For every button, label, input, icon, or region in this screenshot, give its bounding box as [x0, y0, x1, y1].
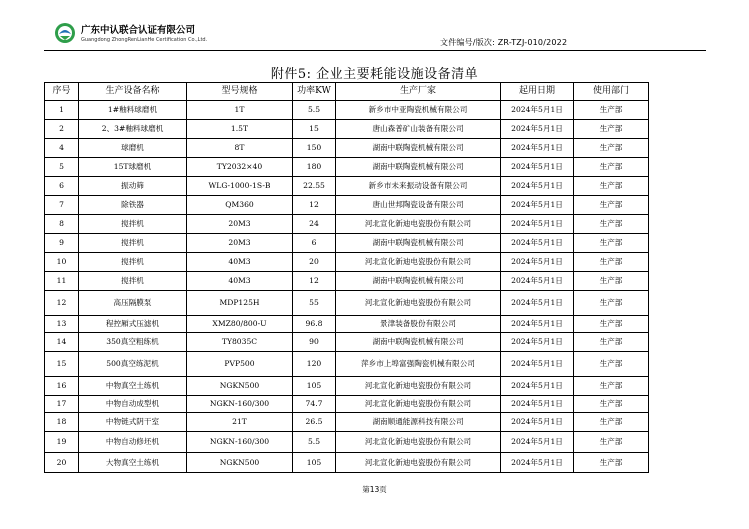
header-equipment-name: 生产设备名称 — [79, 83, 187, 101]
table-row — [45, 272, 649, 291]
cell-power: 74.7 — [293, 396, 336, 413]
cell-index: 4 — [45, 139, 79, 158]
cell-power: 6 — [293, 234, 336, 253]
cell-index: 16 — [45, 377, 79, 396]
equipment-table — [44, 82, 649, 473]
table-row — [45, 158, 649, 177]
cell-manufacturer: 河北宣化新迪电瓷股份有限公司 — [336, 432, 501, 453]
cell-department: 生产部 — [574, 139, 649, 158]
table-row — [45, 432, 649, 453]
cell-equipment-name: 除铁器 — [79, 196, 187, 215]
cell-power: 150 — [293, 139, 336, 158]
cell-model: 20M3 — [187, 215, 293, 234]
cell-model: TY2032×40 — [187, 158, 293, 177]
cell-start-date: 2024年5月1日 — [501, 432, 574, 453]
cell-model: MDP125H — [187, 291, 293, 316]
cell-index: 2 — [45, 120, 79, 139]
cell-model: PVP500 — [187, 352, 293, 377]
cell-manufacturer: 河北宣化新迪电瓷股份有限公司 — [336, 253, 501, 272]
cell-model: NGKN500 — [187, 377, 293, 396]
cell-department: 生产部 — [574, 453, 649, 473]
table-row — [45, 377, 649, 396]
cell-equipment-name: 中物自动成型机 — [79, 396, 187, 413]
cell-power: 12 — [293, 196, 336, 215]
cell-model: 1T — [187, 101, 293, 120]
cell-equipment-name: 搅拌机 — [79, 253, 187, 272]
cell-manufacturer: 湖南中联陶瓷机械有限公司 — [336, 158, 501, 177]
cell-power: 12 — [293, 272, 336, 291]
cell-model: NGKN-160/300 — [187, 432, 293, 453]
cell-index: 11 — [45, 272, 79, 291]
cell-department: 生产部 — [574, 196, 649, 215]
cell-start-date: 2024年5月1日 — [501, 291, 574, 316]
page-number: 第13页 — [362, 485, 387, 494]
cell-department: 生产部 — [574, 352, 649, 377]
cell-index: 1 — [45, 101, 79, 120]
cell-manufacturer: 湖南中联陶瓷机械有限公司 — [336, 234, 501, 253]
cell-power: 90 — [293, 333, 336, 352]
cell-index: 8 — [45, 215, 79, 234]
cell-model: 20M3 — [187, 234, 293, 253]
cell-equipment-name: 振动筛 — [79, 177, 187, 196]
cell-start-date: 2024年5月1日 — [501, 253, 574, 272]
company-name-en: Guangdong ZhongRenLianHe Certification Co.,Ltd. — [81, 37, 208, 43]
cell-department: 生产部 — [574, 413, 649, 432]
cell-department: 生产部 — [574, 396, 649, 413]
cell-start-date: 2024年5月1日 — [501, 453, 574, 473]
cell-power: 180 — [293, 158, 336, 177]
cell-department: 生产部 — [574, 432, 649, 453]
cell-manufacturer: 景津装备股份有限公司 — [336, 316, 501, 333]
file-number: 文件编号/版次: ZR-TZJ-010/2022 — [440, 38, 568, 47]
cell-index: 18 — [45, 413, 79, 432]
cell-department: 生产部 — [574, 101, 649, 120]
table-row — [45, 453, 649, 473]
cell-power: 20 — [293, 253, 336, 272]
table-row — [45, 253, 649, 272]
cell-equipment-name: 搅拌机 — [79, 215, 187, 234]
table-header-row — [45, 83, 649, 101]
cell-start-date: 2024年5月1日 — [501, 413, 574, 432]
cell-index: 14 — [45, 333, 79, 352]
cell-power: 5.5 — [293, 101, 336, 120]
cell-start-date: 2024年5月1日 — [501, 215, 574, 234]
cell-manufacturer: 湖南中联陶瓷机械有限公司 — [336, 333, 501, 352]
cell-power: 96.8 — [293, 316, 336, 333]
cell-power: 15 — [293, 120, 336, 139]
table-row — [45, 413, 649, 432]
cell-manufacturer: 河北宣化新迪电瓷股份有限公司 — [336, 396, 501, 413]
cell-index: 10 — [45, 253, 79, 272]
header-manufacturer: 生产厂家 — [336, 83, 501, 101]
cell-equipment-name: 中物真空土练机 — [79, 377, 187, 396]
cell-start-date: 2024年5月1日 — [501, 352, 574, 377]
cell-manufacturer: 唐山森普矿山装备有限公司 — [336, 120, 501, 139]
cell-department: 生产部 — [574, 272, 649, 291]
cell-index: 7 — [45, 196, 79, 215]
cell-model: NGKN500 — [187, 453, 293, 473]
cell-manufacturer: 河北宣化新迪电瓷股份有限公司 — [336, 453, 501, 473]
cell-power: 105 — [293, 377, 336, 396]
cell-model: WLG-1000-1S-B — [187, 177, 293, 196]
cell-start-date: 2024年5月1日 — [501, 396, 574, 413]
cell-manufacturer: 湖南中联陶瓷机械有限公司 — [336, 139, 501, 158]
header-index: 序号 — [45, 83, 79, 101]
cell-index: 9 — [45, 234, 79, 253]
cell-index: 19 — [45, 432, 79, 453]
table-row — [45, 196, 649, 215]
table-row — [45, 177, 649, 196]
cell-model: NGKN-160/300 — [187, 396, 293, 413]
cell-equipment-name: 搅拌机 — [79, 234, 187, 253]
cell-model: 8T — [187, 139, 293, 158]
cell-department: 生产部 — [574, 377, 649, 396]
cell-power: 24 — [293, 215, 336, 234]
cell-start-date: 2024年5月1日 — [501, 120, 574, 139]
cell-equipment-name: 350真空粗练机 — [79, 333, 187, 352]
table-row — [45, 120, 649, 139]
cell-manufacturer: 河北宣化新迪电瓷股份有限公司 — [336, 291, 501, 316]
cell-start-date: 2024年5月1日 — [501, 377, 574, 396]
cell-equipment-name: 15T球磨机 — [79, 158, 187, 177]
cell-power: 120 — [293, 352, 336, 377]
cell-index: 6 — [45, 177, 79, 196]
cell-manufacturer: 唐山世邦陶瓷设备有限公司 — [336, 196, 501, 215]
cell-equipment-name: 中物链式阴干室 — [79, 413, 187, 432]
cell-manufacturer: 河北宣化新迪电瓷股份有限公司 — [336, 377, 501, 396]
cell-power: 5.5 — [293, 432, 336, 453]
header-divider — [44, 50, 706, 51]
table-row — [45, 234, 649, 253]
cell-index: 17 — [45, 396, 79, 413]
cell-manufacturer: 新乡市未来振动设备有限公司 — [336, 177, 501, 196]
header-start-date: 起用日期 — [501, 83, 574, 101]
cell-model: TY8035C — [187, 333, 293, 352]
cell-start-date: 2024年5月1日 — [501, 316, 574, 333]
cell-equipment-name: 中物自动修坯机 — [79, 432, 187, 453]
cell-equipment-name: 程控厢式压滤机 — [79, 316, 187, 333]
table-row — [45, 215, 649, 234]
table-row — [45, 352, 649, 377]
cell-model: 40M3 — [187, 253, 293, 272]
cell-manufacturer: 河北宣化新迪电瓷股份有限公司 — [336, 215, 501, 234]
cell-model: XMZ80/800-U — [187, 316, 293, 333]
cell-start-date: 2024年5月1日 — [501, 158, 574, 177]
cell-equipment-name: 500真空练泥机 — [79, 352, 187, 377]
cell-start-date: 2024年5月1日 — [501, 272, 574, 291]
header-power: 功率KW — [293, 83, 336, 101]
cell-index: 20 — [45, 453, 79, 473]
cell-manufacturer: 新乡市中亚陶瓷机械有限公司 — [336, 101, 501, 120]
cell-model: 1.5T — [187, 120, 293, 139]
cell-manufacturer: 萍乡市上埠富强陶瓷机械有限公司 — [336, 352, 501, 377]
cell-equipment-name: 搅拌机 — [79, 272, 187, 291]
cell-department: 生产部 — [574, 316, 649, 333]
cell-manufacturer: 湖南中联陶瓷机械有限公司 — [336, 272, 501, 291]
cell-department: 生产部 — [574, 253, 649, 272]
cell-department: 生产部 — [574, 234, 649, 253]
table-row — [45, 291, 649, 316]
table-row — [45, 101, 649, 120]
cell-department: 生产部 — [574, 291, 649, 316]
table-row — [45, 316, 649, 333]
cell-start-date: 2024年5月1日 — [501, 333, 574, 352]
table-row — [45, 333, 649, 352]
cell-department: 生产部 — [574, 120, 649, 139]
cell-equipment-name: 1#釉料球磨机 — [79, 101, 187, 120]
cell-department: 生产部 — [574, 177, 649, 196]
cell-department: 生产部 — [574, 215, 649, 234]
company-name-cn: 广东中认联合认证有限公司 — [81, 25, 196, 36]
cell-model: QM360 — [187, 196, 293, 215]
cell-equipment-name: 2、3#釉料球磨机 — [79, 120, 187, 139]
header-department: 使用部门 — [574, 83, 649, 101]
cell-manufacturer: 湖南顺通能源科技有限公司 — [336, 413, 501, 432]
cell-power: 22.55 — [293, 177, 336, 196]
table-row — [45, 139, 649, 158]
cell-index: 15 — [45, 352, 79, 377]
table-row — [45, 396, 649, 413]
cell-index: 12 — [45, 291, 79, 316]
cell-department: 生产部 — [574, 333, 649, 352]
cell-index: 5 — [45, 158, 79, 177]
cell-power: 105 — [293, 453, 336, 473]
cell-start-date: 2024年5月1日 — [501, 177, 574, 196]
cell-equipment-name: 高压隔膜泵 — [79, 291, 187, 316]
cell-equipment-name: 大物真空土练机 — [79, 453, 187, 473]
cell-power: 55 — [293, 291, 336, 316]
cell-start-date: 2024年5月1日 — [501, 101, 574, 120]
cell-start-date: 2024年5月1日 — [501, 139, 574, 158]
document-title: 附件5: 企业主要耗能设施设备清单 — [270, 67, 479, 82]
cell-model: 21T — [187, 413, 293, 432]
cell-model: 40M3 — [187, 272, 293, 291]
cell-department: 生产部 — [574, 158, 649, 177]
header-model: 型号规格 — [187, 83, 293, 101]
cell-power: 26.5 — [293, 413, 336, 432]
company-logo-icon — [54, 22, 76, 44]
cell-equipment-name: 球磨机 — [79, 139, 187, 158]
cell-start-date: 2024年5月1日 — [501, 196, 574, 215]
cell-index: 13 — [45, 316, 79, 333]
cell-start-date: 2024年5月1日 — [501, 234, 574, 253]
